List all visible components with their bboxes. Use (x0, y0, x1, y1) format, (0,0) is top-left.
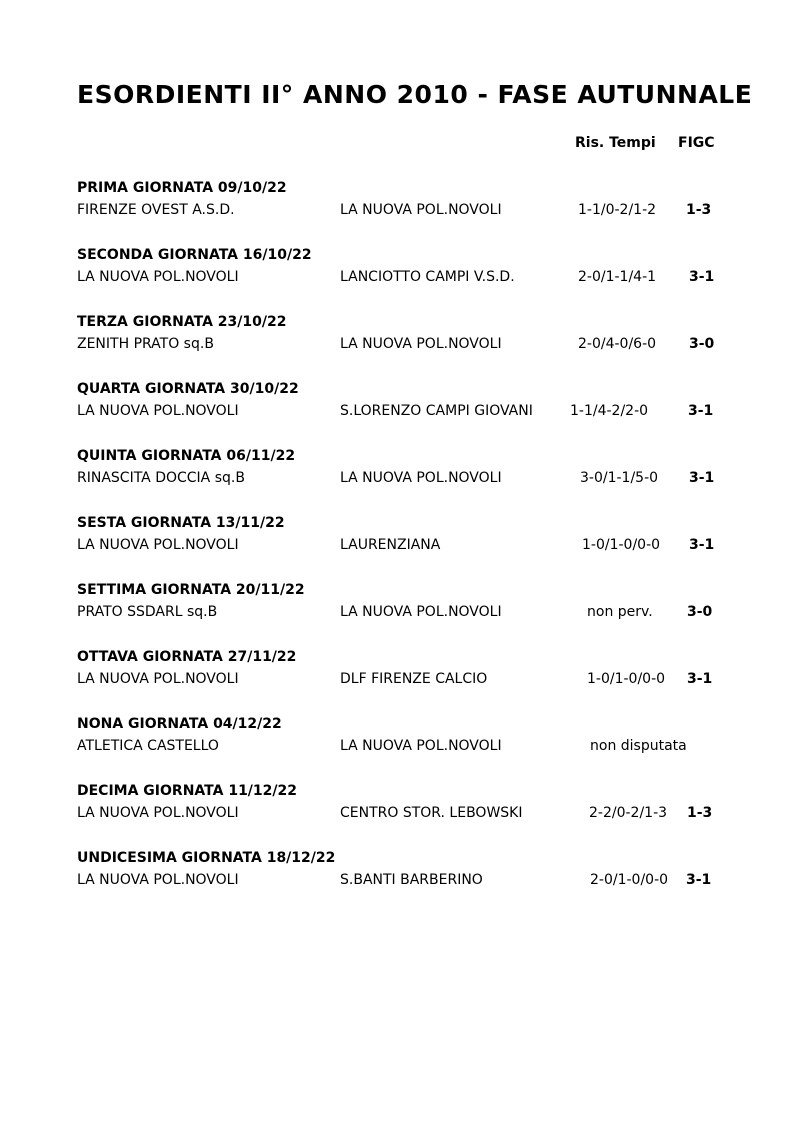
home-team: LA NUOVA POL.NOVOLI (77, 671, 239, 687)
figc-result: 3-1 (686, 872, 712, 888)
matchday-title: SECONDA GIORNATA 16/10/22 (77, 247, 312, 263)
figc-result: 3-1 (689, 470, 715, 486)
matchday-title: TERZA GIORNATA 23/10/22 (77, 314, 287, 330)
matchday-title: QUARTA GIORNATA 30/10/22 (77, 381, 299, 397)
away-team: LA NUOVA POL.NOVOLI (340, 336, 502, 352)
matchday-title: NONA GIORNATA 04/12/22 (77, 716, 282, 732)
away-team: S.BANTI BARBERINO (340, 872, 483, 888)
page-title: ESORDIENTI II° ANNO 2010 - FASE AUTUNNALE (77, 80, 753, 109)
home-team: LA NUOVA POL.NOVOLI (77, 805, 239, 821)
result-periods: 2-0/4-0/6-0 (578, 336, 657, 352)
away-team: LA NUOVA POL.NOVOLI (340, 202, 502, 218)
result-periods: non perv. (587, 604, 653, 620)
home-team: FIRENZE OVEST A.S.D. (77, 202, 235, 218)
away-team: S.LORENZO CAMPI GIOVANI (340, 403, 533, 419)
matchday-6 (77, 515, 737, 565)
figc-result: 3-0 (689, 336, 715, 352)
result-periods: 3-0/1-1/5-0 (580, 470, 659, 486)
home-team: ATLETICA CASTELLO (77, 738, 219, 754)
home-team: PRATO SSDARL sq.B (77, 604, 218, 620)
home-team: RINASCITA DOCCIA sq.B (77, 470, 245, 486)
away-team: DLF FIRENZE CALCIO (340, 671, 488, 687)
matchday-title: SETTIMA GIORNATA 20/11/22 (77, 582, 305, 598)
home-team: LA NUOVA POL.NOVOLI (77, 537, 239, 553)
matchday-5 (77, 448, 737, 498)
figc-result: 3-1 (689, 269, 715, 285)
figc-result: 1-3 (686, 202, 712, 218)
header-figc: FIGC (678, 135, 715, 151)
figc-result: 3-1 (689, 537, 715, 553)
matchday-9 (77, 716, 737, 766)
result-periods: non disputata (590, 738, 687, 754)
matchday-1 (77, 180, 737, 230)
result-periods: 1-0/1-0/0-0 (587, 671, 666, 687)
result-periods: 1-1/4-2/2-0 (570, 403, 649, 419)
figc-result: 3-1 (688, 403, 714, 419)
result-periods: 2-0/1-1/4-1 (578, 269, 657, 285)
matchday-11 (77, 850, 737, 900)
result-periods: 2-2/0-2/1-3 (589, 805, 668, 821)
matchday-8 (77, 649, 737, 699)
home-team: LA NUOVA POL.NOVOLI (77, 269, 239, 285)
result-periods: 2-0/1-0/0-0 (590, 872, 669, 888)
matchday-2 (77, 247, 737, 297)
matchday-title: QUINTA GIORNATA 06/11/22 (77, 448, 296, 464)
away-team: LA NUOVA POL.NOVOLI (340, 738, 502, 754)
matchday-title: SESTA GIORNATA 13/11/22 (77, 515, 285, 531)
matchday-title: UNDICESIMA GIORNATA 18/12/22 (77, 850, 336, 866)
figc-result: 3-0 (687, 604, 713, 620)
figc-result: 3-1 (687, 671, 713, 687)
result-periods: 1-0/1-0/0-0 (582, 537, 661, 553)
away-team: LA NUOVA POL.NOVOLI (340, 604, 502, 620)
matchday-10 (77, 783, 737, 833)
figc-result: 1-3 (687, 805, 713, 821)
away-team: LAURENZIANA (340, 537, 441, 553)
result-periods: 1-1/0-2/1-2 (578, 202, 657, 218)
matchday-title: DECIMA GIORNATA 11/12/22 (77, 783, 298, 799)
matchday-4 (77, 381, 737, 431)
home-team: LA NUOVA POL.NOVOLI (77, 403, 239, 419)
away-team: CENTRO STOR. LEBOWSKI (340, 805, 523, 821)
matchday-7 (77, 582, 737, 632)
away-team: LANCIOTTO CAMPI V.S.D. (340, 269, 515, 285)
home-team: LA NUOVA POL.NOVOLI (77, 872, 239, 888)
matchday-title: OTTAVA GIORNATA 27/11/22 (77, 649, 297, 665)
header-ris-tempi: Ris. Tempi (575, 135, 656, 151)
matchday-3 (77, 314, 737, 364)
home-team: ZENITH PRATO sq.B (77, 336, 214, 352)
matchday-title: PRIMA GIORNATA 09/10/22 (77, 180, 287, 196)
away-team: LA NUOVA POL.NOVOLI (340, 470, 502, 486)
